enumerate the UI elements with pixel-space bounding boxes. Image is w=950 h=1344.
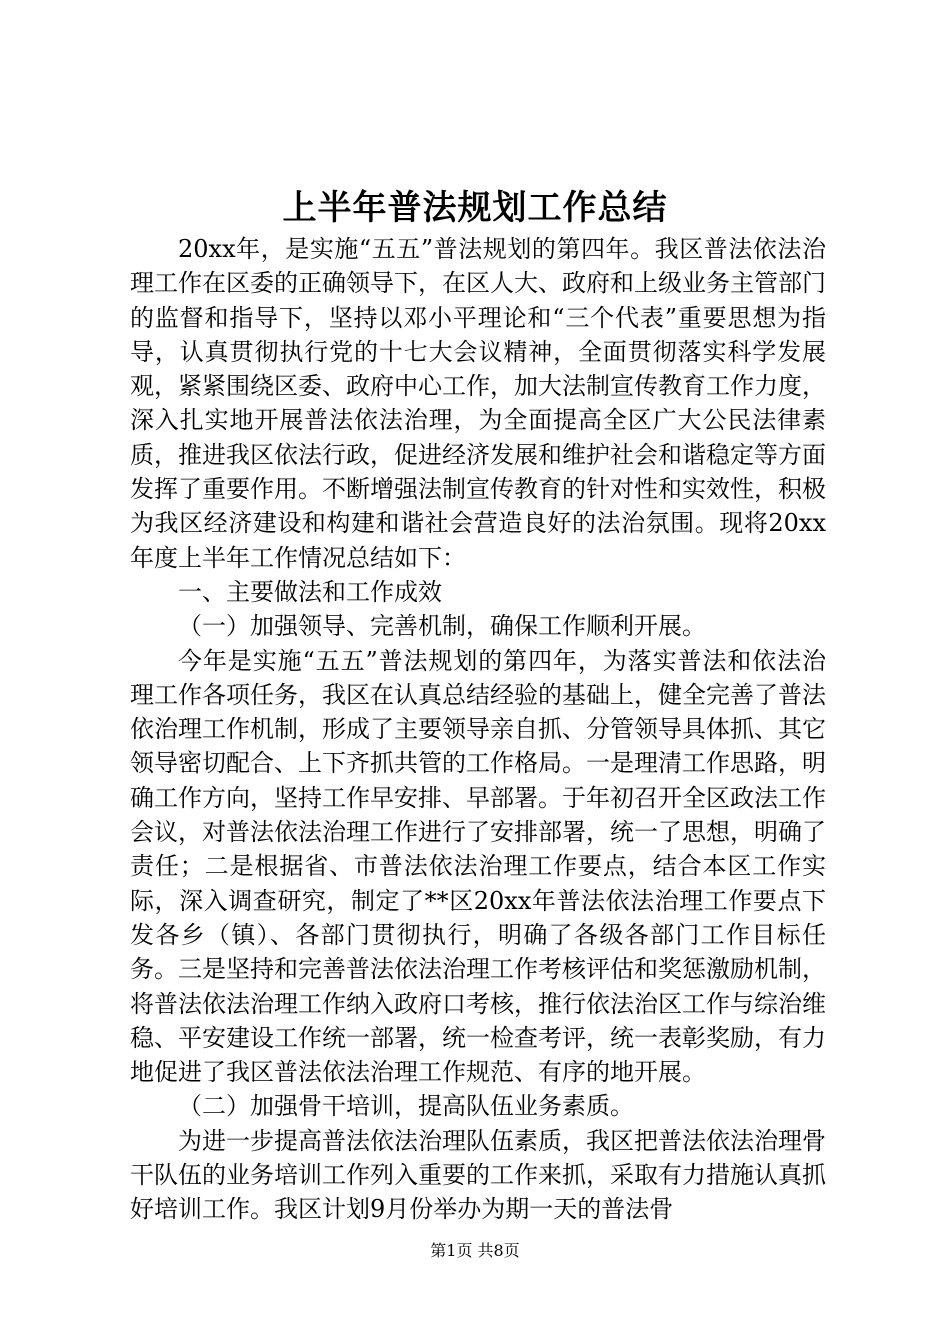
subsection-heading-1: （一）加强领导、完善机制，确保工作顺利开展。 (178, 612, 706, 641)
paragraph-intro: 20xx年，是实施“五五”普法规划的第四年。我区普法依法治理工作在区委的正确领导下，在区人大、政府和上级业务主管部门的监督和指导下，坚持以邓小平理论和“三个代表”重要思想为指导，认真贯彻执行党的十七大会议精神，全面贯彻落实科学发展观，紧紧围绕区委、政府中心工作，加大法制宣传教育工作力度，深入扎实地开展普法依法治理，为全面提高全区广大公民法律素质，推进我区依法行政，促进经济发展和维护社会和谐稳定等方面发挥了重要作用。不断增强法制宣传教育的针对性和实效性，积极为我区经济建设和构建和谐社会营造良好的法治氛围。现将20xx年度上半年工作情况总结如下： (130, 235, 826, 572)
page-footer: 第1页 共8页 (430, 1241, 520, 1260)
paragraph-training: 为进一步提高普法依法治理队伍素质，我区把普法依法治理骨干队伍的业务培训工作列入重要的工作来抓，采取有力措施认真抓好培训工作。我区计划9月份举办为期一天的普法骨 (130, 1126, 826, 1224)
document-title: 上半年普法规划工作总结 (282, 188, 668, 228)
document-body (130, 232, 826, 1227)
paragraph-leadership: 今年是实施“五五”普法规划的第四年，为落实普法和依法治理工作各项任务，我区在认真总结经验的基础上，健全完善了普法依治理工作机制，形成了主要领导亲自抓、分管领导具体抓、其它领导密切配合、上下齐抓共管的工作格局。一是理清工作思路，明确工作方向，坚持工作早安排、早部署。于年初召开全区政法工作会议，对普法依法治理工作进行了安排部署，统一了思想，明确了责任；二是根据省、市普法依法治理工作要点，结合本区工作实际，深入调查研究，制定了**区20xx年普法依法治理工作要点下发各乡（镇）、各部门贯彻执行，明确了各级各部门工作目标任务。三是坚持和完善普法依法治理工作考核评估和奖惩激励机制，将普法依法治理工作纳入政府口考核，推行依法治区工作与综治维稳、平安建设工作统一部署，统一检查考评，统一表彰奖励，有力地促进了我区普法依法治理工作规范、有序的地开展。 (130, 646, 826, 1087)
subsection-heading-2: （二）加强骨干培训，提高队伍业务素质。 (178, 1092, 634, 1121)
section-heading-1: 一、主要做法和工作成效 (178, 577, 442, 606)
